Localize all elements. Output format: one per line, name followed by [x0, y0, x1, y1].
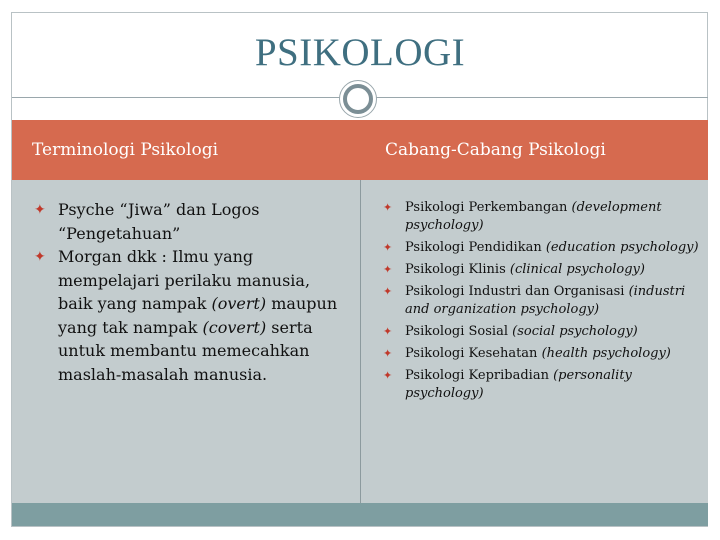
- slide-footer-bar: [12, 503, 708, 526]
- list-item-text: Psyche “Jiwa” dan Logos “Pengetahuan”: [58, 200, 260, 243]
- list-item: [34, 245, 349, 386]
- list-item-emphasis: (education psychology): [545, 240, 699, 255]
- diamond-bullet-icon: ✦: [34, 202, 46, 218]
- column-separator: [360, 180, 361, 503]
- list-item-emphasis: (health psychology): [541, 346, 671, 361]
- list-item-text: Psikologi Industri dan Organisasi: [405, 284, 629, 299]
- list-item-text: Psikologi Kepribadian: [405, 368, 554, 383]
- diamond-bullet-icon: ✦: [383, 325, 393, 338]
- diamond-bullet-icon: ✦: [383, 263, 393, 276]
- list-item-emphasis: (covert): [202, 317, 267, 337]
- list-item: [383, 367, 705, 403]
- header-cabang: Cabang-Cabang Psikologi: [385, 140, 606, 160]
- list-item-emphasis: (industri and organization psychology): [405, 284, 686, 317]
- diamond-bullet-icon: ✦: [34, 249, 46, 265]
- diamond-bullet-icon: ✦: [383, 241, 393, 254]
- list-item: [34, 198, 349, 245]
- list-item: [383, 323, 705, 341]
- diamond-bullet-icon: ✦: [383, 201, 393, 214]
- list-item-emphasis: (development psychology): [405, 200, 662, 233]
- cabang-list: [383, 199, 705, 407]
- ring-icon: [343, 84, 373, 114]
- list-item: [383, 261, 705, 279]
- list-item-text: maupun yang tak nampak: [58, 294, 338, 337]
- list-item: [383, 199, 705, 235]
- list-item-emphasis: (personality psychology): [405, 368, 632, 401]
- list-item: [383, 345, 705, 363]
- list-item-text: Psikologi Kesehatan: [405, 346, 542, 361]
- list-item-emphasis: (clinical psychology): [509, 262, 645, 277]
- list-item-emphasis: (social psychology): [512, 324, 638, 339]
- list-item: [383, 239, 705, 257]
- terminologi-list: [34, 198, 349, 386]
- list-item: [383, 283, 705, 319]
- list-item-text: Psikologi Perkembangan: [405, 200, 572, 215]
- diamond-bullet-icon: ✦: [383, 369, 393, 382]
- list-item-text: Psikologi Sosial: [405, 324, 513, 339]
- list-item-text: Psikologi Klinis: [405, 262, 510, 277]
- list-item-text: Psikologi Pendidikan: [405, 240, 546, 255]
- slide-title: PSIKOLOGI: [254, 31, 466, 74]
- diamond-bullet-icon: ✦: [383, 347, 393, 360]
- list-item-text: serta untuk membantu memecahkan maslah-masalah manusia.: [58, 317, 313, 384]
- list-item-emphasis: (overt): [211, 294, 267, 313]
- header-terminologi: Terminologi Psikologi: [32, 140, 219, 160]
- diamond-bullet-icon: ✦: [383, 285, 393, 298]
- list-item-text: Morgan dkk : Ilmu yang mempelajari perilaku manusia, baik yang nampak: [58, 247, 311, 313]
